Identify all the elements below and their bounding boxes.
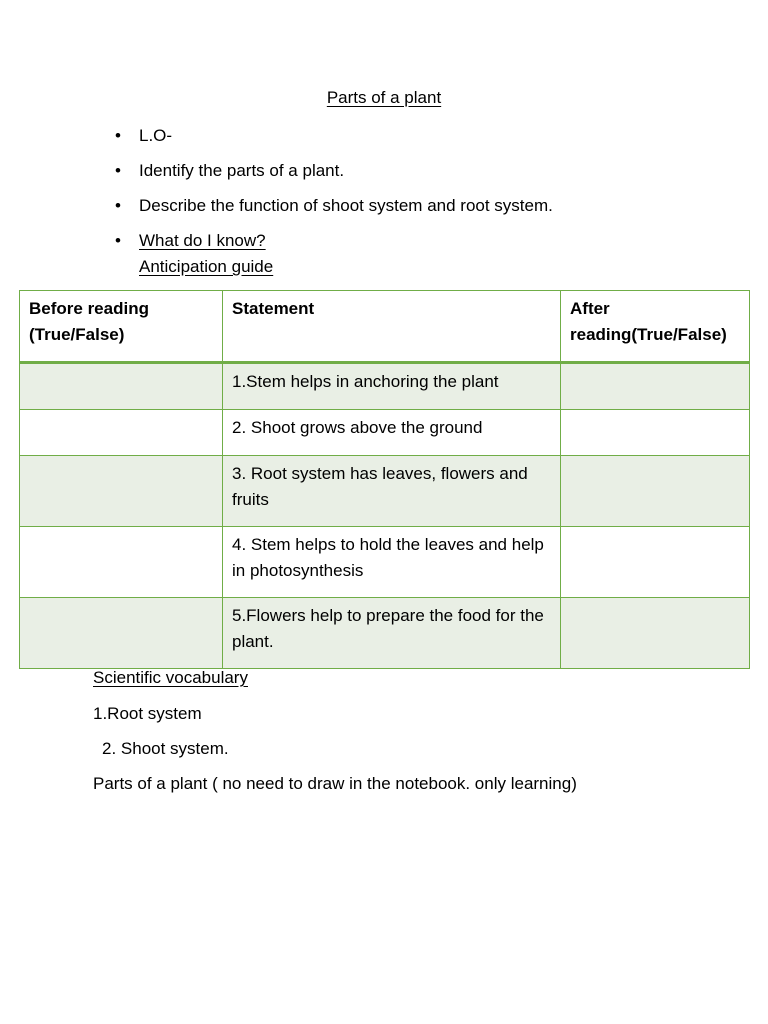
- statement-cell: 3. Root system has leaves, flowers and fruits: [223, 456, 561, 527]
- page-title: Parts of a plant: [326, 88, 442, 107]
- notebook-note: Parts of a plant ( no need to draw in the notebook. only learning): [93, 774, 577, 793]
- after-reading-cell[interactable]: [561, 598, 750, 669]
- section-heading: What do I know?: [139, 231, 266, 250]
- after-reading-cell[interactable]: [561, 410, 750, 456]
- before-reading-cell[interactable]: [20, 410, 223, 456]
- vocabulary-heading: Scientific vocabulary: [93, 668, 248, 687]
- table-row: [20, 363, 750, 410]
- before-reading-cell[interactable]: [20, 456, 223, 527]
- bullet-text: L.O-: [139, 126, 173, 145]
- statement-cell: 1.Stem helps in anchoring the plant: [223, 363, 561, 410]
- bullet-icon: •: [115, 161, 121, 180]
- table-row: [20, 410, 750, 456]
- bullet-icon: •: [115, 196, 121, 215]
- list-item: [115, 123, 553, 149]
- table-row: [20, 527, 750, 598]
- bullet-icon: •: [115, 231, 121, 250]
- before-reading-cell[interactable]: [20, 363, 223, 410]
- column-header-before-reading: Before reading (True/False): [20, 291, 223, 363]
- column-header-statement: Statement: [223, 291, 561, 363]
- anticipation-guide-table: [19, 290, 750, 669]
- statement-cell: 5.Flowers help to prepare the food for the plant.: [223, 598, 561, 669]
- table-header-row: [20, 291, 750, 363]
- table-row: [20, 598, 750, 669]
- vocabulary-item: 1.Root system: [93, 704, 202, 723]
- statement-cell: 4. Stem helps to hold the leaves and help in photosynthesis: [223, 527, 561, 598]
- section-subheading: Anticipation guide: [139, 257, 274, 276]
- bullet-text: Identify the parts of a plant.: [139, 161, 345, 180]
- list-item: [115, 193, 553, 219]
- before-reading-cell[interactable]: [20, 598, 223, 669]
- list-item: [115, 158, 553, 184]
- after-reading-cell[interactable]: [561, 527, 750, 598]
- before-reading-cell[interactable]: [20, 527, 223, 598]
- table-row: [20, 456, 750, 527]
- list-item: [115, 228, 553, 280]
- bullet-icon: •: [115, 126, 121, 145]
- bullet-text: Describe the function of shoot system and root system.: [139, 196, 553, 215]
- learning-objectives-list: [115, 123, 553, 280]
- statement-cell: 2. Shoot grows above the ground: [223, 410, 561, 456]
- vocabulary-item: 2. Shoot system.: [102, 739, 229, 758]
- after-reading-cell[interactable]: [561, 363, 750, 410]
- after-reading-cell[interactable]: [561, 456, 750, 527]
- column-header-after-reading: After reading(True/False): [561, 291, 750, 363]
